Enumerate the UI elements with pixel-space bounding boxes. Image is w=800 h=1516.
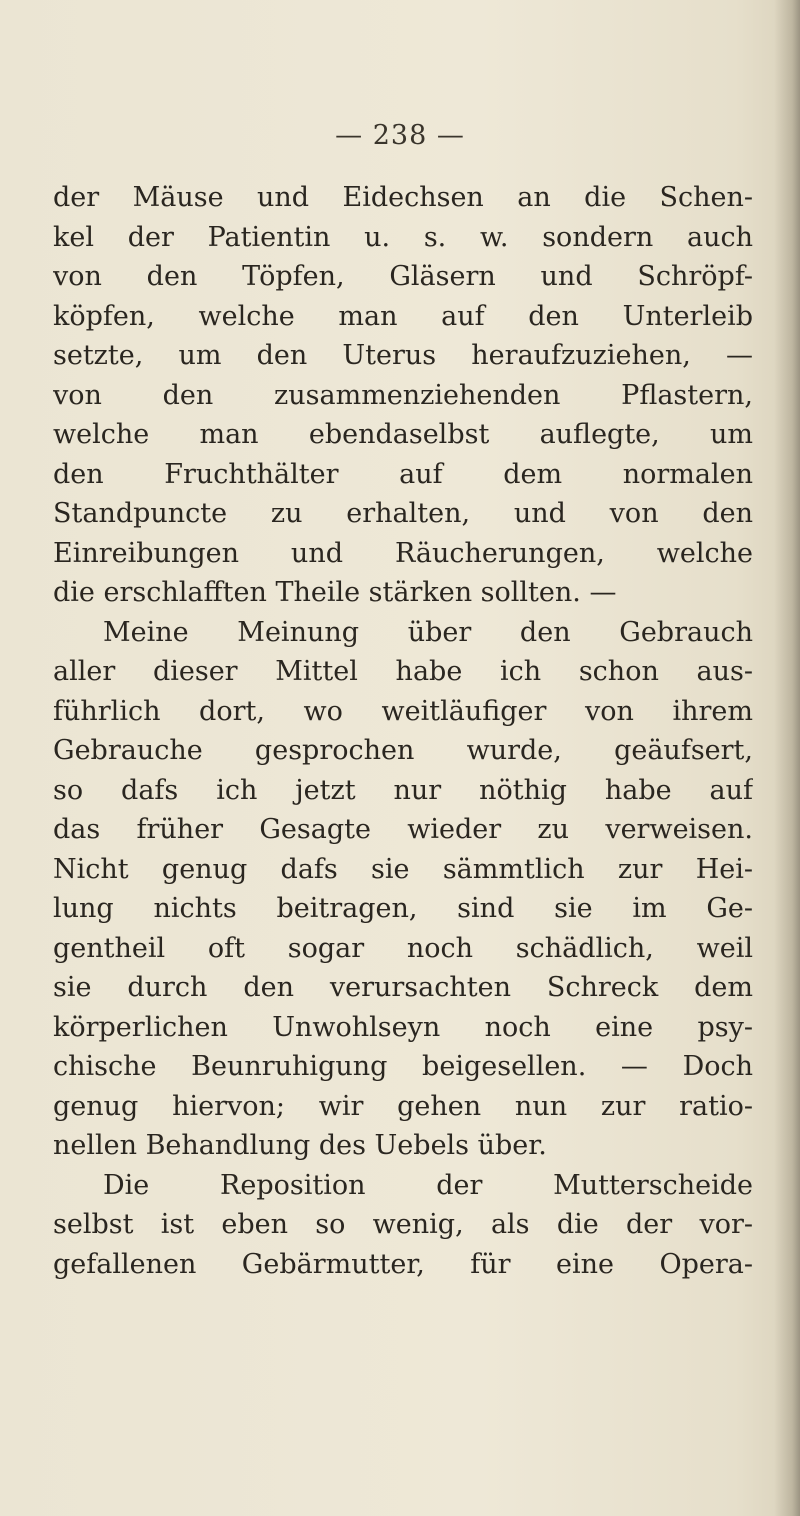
text-line: Gebrauche gesprochen wurde, geäufsert, <box>53 735 753 766</box>
text-line: nellen Behandlung des Uebels über. <box>53 1130 547 1161</box>
text-line: lung nichts beitragen, sind sie im Ge- <box>53 893 753 924</box>
text-line: selbst ist eben so wenig, als die der vor- <box>53 1209 753 1240</box>
text-line: Einreibungen und Räucherungen, welche <box>53 537 753 569</box>
text-line: körperlichen Unwohlseyn noch eine psy- <box>53 1011 753 1043</box>
text-line: setzte, um den Uterus heraufzuziehen, — <box>53 340 753 371</box>
text-line: Nicht genug dafs sie sämmtlich zur Hei- <box>53 853 753 885</box>
text-line: kel der Patientin u. s. w. sondern auch <box>53 221 753 253</box>
text-line: genug hiervon; wir gehen nun zur ratio- <box>53 1090 753 1122</box>
paragraph-start-line: Die Reposition der Mutterscheide <box>103 1169 753 1201</box>
body-text <box>53 178 753 1284</box>
text-line: den Fruchthälter auf dem normalen <box>53 458 753 490</box>
text-line: chische Beunruhigung beigesellen. — Doch <box>53 1051 753 1082</box>
text-line: welche man ebendaselbst auflegte, um <box>53 419 753 450</box>
text-line: führlich dort, wo weitläufiger von ihrem <box>53 695 753 727</box>
text-line: sie durch den verursachten Schreck dem <box>53 972 753 1003</box>
text-line: das früher Gesagte wieder zu verweisen. <box>53 814 753 845</box>
text-line: gentheil oft sogar noch schädlich, weil <box>53 932 753 964</box>
text-line: die erschlafften Theile stärken sollten. — <box>53 577 617 608</box>
paragraph-start-line: Meine Meinung über den Gebrauch <box>103 616 753 648</box>
text-line: aller dieser Mittel habe ich schon aus- <box>53 656 753 687</box>
text-line: von den zusammenziehenden Pflastern, <box>53 379 753 411</box>
page-edge-shadow <box>774 0 800 1516</box>
text-line: Standpuncte zu erhalten, und von den <box>53 498 753 529</box>
text-line: der Mäuse und Eidechsen an die Schen- <box>53 182 753 213</box>
text-line: von den Töpfen, Gläsern und Schröpf- <box>53 261 753 292</box>
text-line: köpfen, welche man auf den Unterleib <box>53 300 753 332</box>
text-line: so dafs ich jetzt nur nöthig habe auf <box>53 774 753 806</box>
page-number: — 238 — <box>335 120 465 151</box>
text-line: gefallenen Gebärmutter, für eine Opera- <box>53 1248 753 1280</box>
